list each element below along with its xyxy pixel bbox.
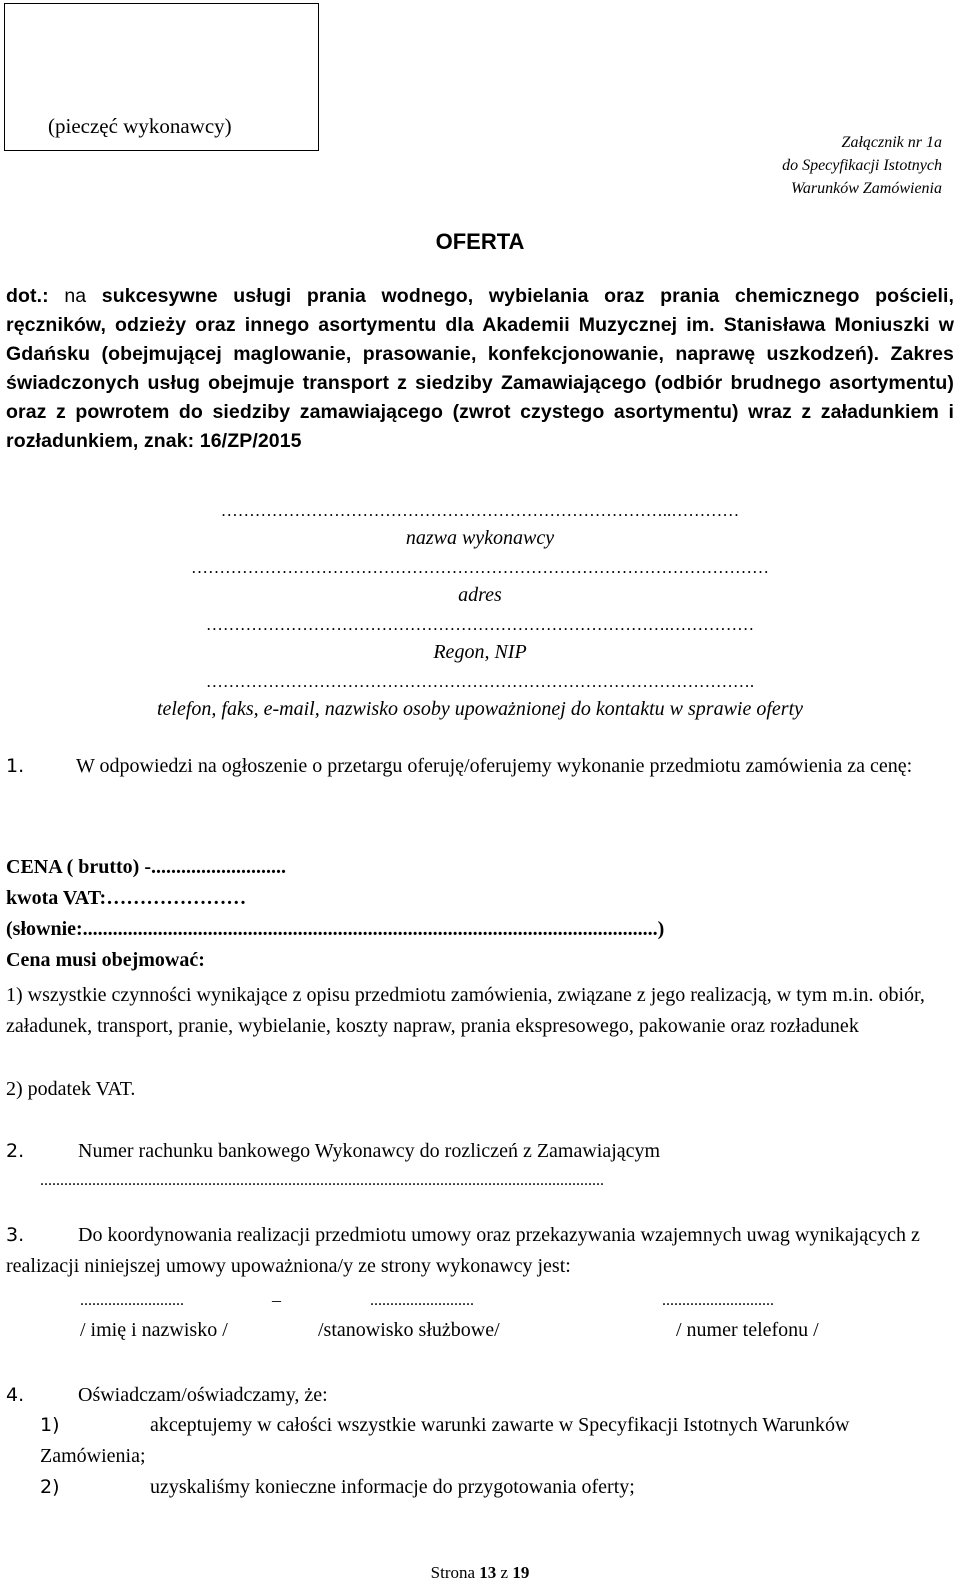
section-1-text: W odpowiedzi na ogłoszenie o przetargu oferuję/oferujemy wykonanie przedmiotu zamówienia za cenę: — [76, 755, 913, 777]
section-1 — [6, 751, 952, 782]
section-3 — [6, 1220, 952, 1282]
coordinator-dash: – — [272, 1290, 281, 1310]
contractor-contact-dots: ……………………………………………………………………………………. — [205, 672, 755, 691]
contractor-address-label: adres — [458, 584, 502, 606]
contractor-regon-label: Regon, NIP — [433, 641, 527, 663]
section-3-text: Do koordynowania realizacji przedmiotu umowy oraz przekazywania wzajemnych uwag wynikających z realizacji niniejszej umowy upoważniona/y ze strony wykonawcy jest: — [6, 1224, 920, 1277]
price-in-words: (słownie:...................................................................................................................) — [6, 918, 665, 940]
price-vat: kwota VAT:………………… — [6, 887, 247, 909]
document-title: OFERTA — [435, 229, 525, 254]
footer-mid: z — [496, 1563, 513, 1582]
section-4-text: Oświadczam/oświadczamy, że: — [78, 1384, 328, 1406]
annex-reference — [642, 131, 942, 200]
coordinator-phone-label: / numer telefonu / — [676, 1319, 819, 1341]
footer-page-number: 13 — [479, 1563, 497, 1582]
contractor-stamp-label: (pieczęć wykonawcy) — [48, 114, 232, 138]
coordinator-position-dots: .......................... — [370, 1292, 474, 1309]
section-4 — [6, 1380, 328, 1411]
price-item-1: 1) wszystkie czynności wynikające z opisu przedmiotu zamówienia, związane z jego realizacją, w tym m.in. obiór, załadunek, transport, pranie, wybielanie, koszty napraw, prania ekspresowego, pakowanie oraz rozładunek — [6, 984, 925, 1037]
contractor-contact-label: telefon, faks, e-mail, nazwisko osoby upoważnionej do kontaktu w sprawie oferty — [156, 698, 804, 720]
statement-1-marker: 1) — [40, 1414, 60, 1436]
statement-2-text: uzyskaliśmy konieczne informacje do przygotowania oferty; — [150, 1476, 635, 1498]
price-must-include: Cena musi obejmować: — [6, 949, 205, 971]
footer-prefix: Strona — [430, 1563, 480, 1582]
section-2-marker: 2. — [6, 1140, 25, 1162]
contractor-address-dots: ………………………………………………………………………………………… — [191, 558, 769, 577]
annex-line-3: Warunków Zamówienia — [791, 180, 942, 197]
coordinator-position-label: /stanowisko służbowe/ — [318, 1319, 500, 1341]
subject-prefix: dot.: — [6, 285, 65, 307]
section-3-marker: 3. — [6, 1224, 25, 1246]
coordinator-name-label: / imię i nazwisko / — [80, 1319, 228, 1341]
footer-total-pages: 19 — [512, 1563, 530, 1582]
section-2-text: Numer rachunku bankowego Wykonawcy do rozliczeń z Zamawiającym — [78, 1140, 661, 1162]
coordinator-name-dots: .......................... — [80, 1292, 184, 1309]
statement-1-text: akceptujemy w całości wszystkie warunki zawarte w Specyfikacji Istotnych Warunków Zamówienia; — [40, 1414, 850, 1467]
statement-2-marker: 2) — [40, 1476, 60, 1498]
section-4-marker: 4. — [6, 1384, 25, 1406]
statement-1 — [40, 1410, 952, 1472]
subject-na: na — [64, 285, 87, 307]
contractor-regon-dots: ……………………………………………………………………….…………… — [205, 615, 755, 634]
price-gross: CENA ( brutto) -........................... — [6, 856, 286, 878]
section-1-marker: 1. — [6, 755, 25, 777]
bank-account-dots: ............................................................................................................................................. — [40, 1172, 604, 1189]
contractor-name-label: nazwa wykonawcy — [405, 527, 555, 549]
section-2 — [6, 1136, 660, 1167]
offer-subject — [6, 282, 954, 456]
price-item-2: 2) podatek VAT. — [6, 1078, 136, 1100]
subject-text: sukcesywne usługi prania wodnego, wybielania oraz prania chemicznego pościeli, ręczników, odzieży oraz innego asortymentu dla Akademii Muzycznej im. Stanisława Moniuszki w Gdańsku (obejmującej maglowanie, prasowanie, konfekcjonowanie, naprawę uszkodzeń). Zakres świadczonych usług obejmuje transport z siedziby Zamawiającego (odbiór brudnego asortymentu) oraz z powrotem do siedziby zamawiającego (zwrot czystego asortymentu) wraz z załadunkiem i rozładunkiem, znak: 16/ZP/2015 — [6, 285, 954, 452]
annex-line-1: Załącznik nr 1a — [841, 134, 942, 151]
annex-line-2: do Specyfikacji Istotnych — [782, 157, 942, 174]
contractor-name-dots: ……………………………………………………………………..………… — [220, 501, 740, 520]
statement-2 — [40, 1472, 635, 1503]
page-footer — [0, 1563, 960, 1583]
coordinator-phone-dots: ............................ — [662, 1292, 774, 1309]
